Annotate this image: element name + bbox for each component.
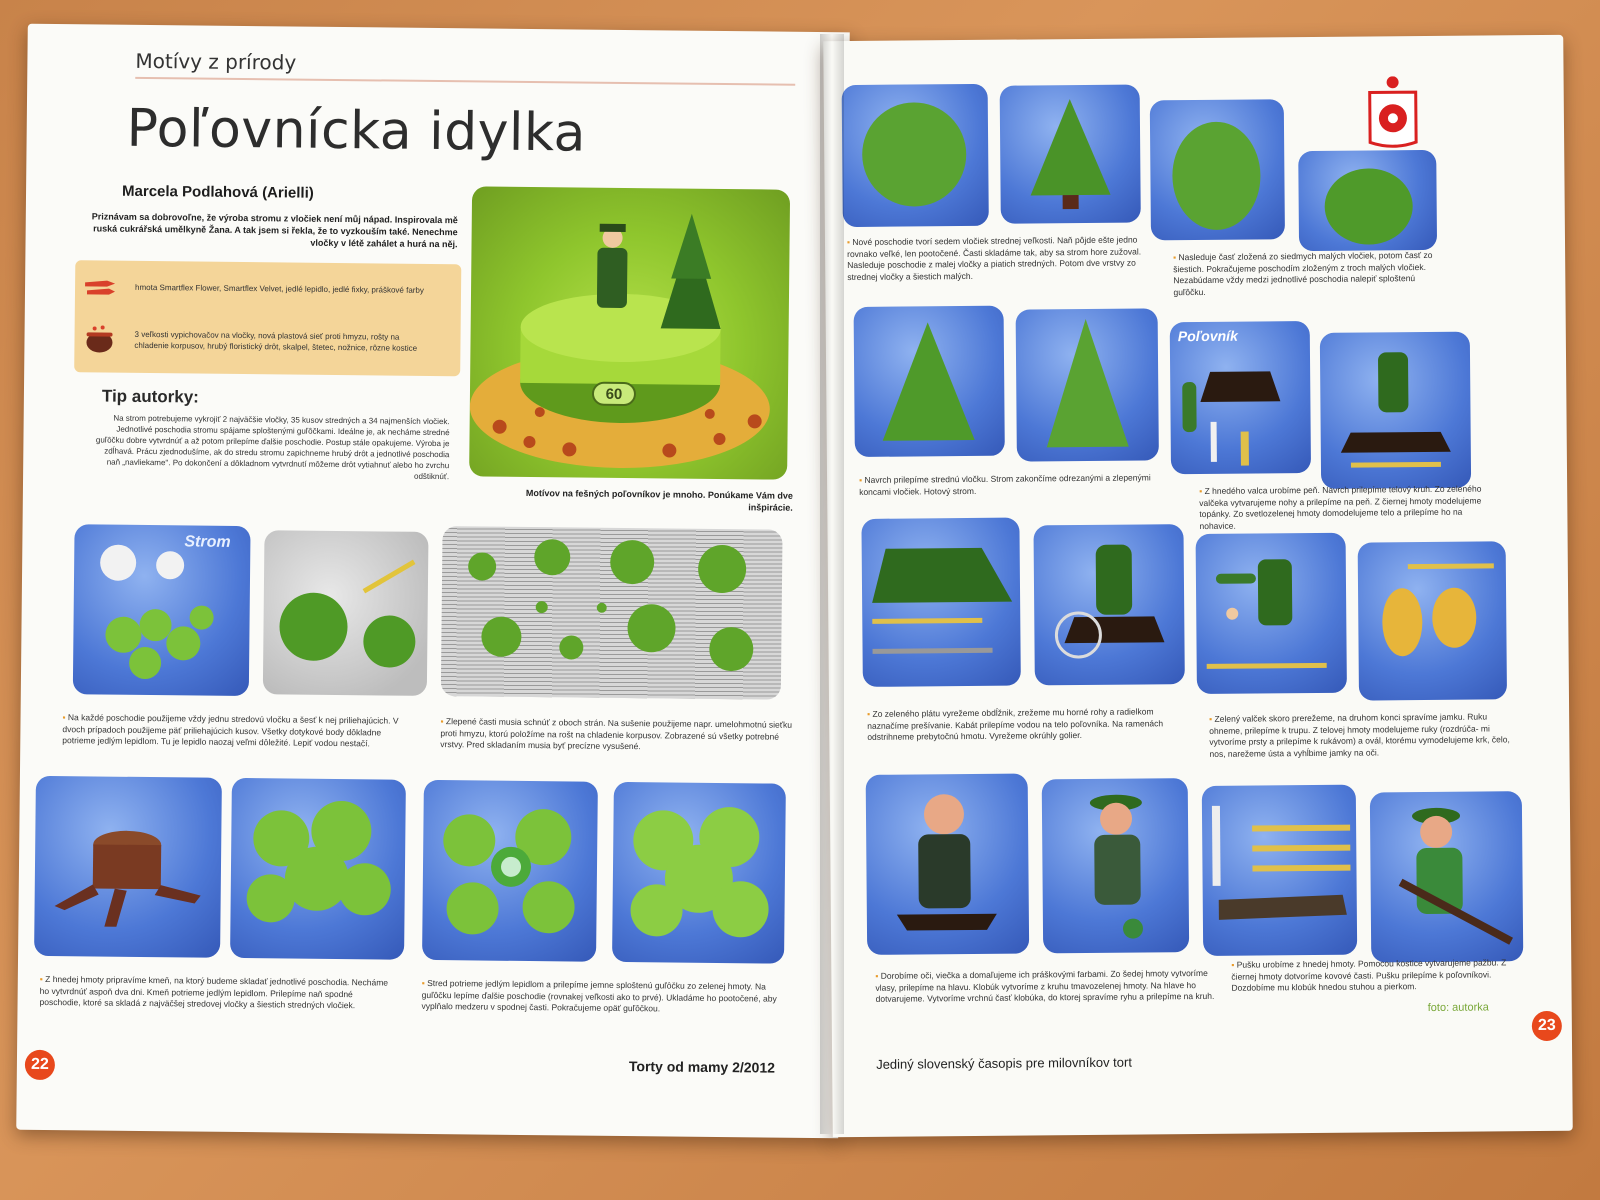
- cake-caption: Motívov na fešných poľovníkov je mnoho. Ponúkame Vám dve inšpirácie.: [525, 487, 793, 513]
- photo-layer-2: [422, 780, 598, 962]
- caption-step-2: ▪ Zlepené časti musia schnúť z oboch strán. Na sušenie použijeme napr. umelohmotnú sieťku proti hmyzu, ktorú položíme na rošt na chladenie korpusov. Zobrazené sú všetky potrebné vrstvy. Pred skladaním musia byť precízne vysušené.: [440, 716, 793, 752]
- photo-layer-1: [230, 778, 406, 960]
- materials-food: hmota Smartflex Flower, Smartflex Velvet, jedlé lepidlo, jedlé fixky, práškové farby: [135, 282, 424, 295]
- photo-hunter-finished: [1370, 791, 1523, 962]
- page-number-right: 23: [1532, 1011, 1562, 1041]
- caption-step-4: ▪ Stred potrieme jedlým lepidlom a prilepíme jemne sploštenú guľôčku zo zelenej hmoty. Na guľôčku lepíme ďalšie poschodie (rovnakej veľkosti ako to prvé). Ukladáme ho pootočené, aby vyplňalo medzeru v spodnej časti. Pokračujeme opäť guľôčkou.: [421, 977, 777, 1014]
- photo-layer-3: [612, 782, 786, 964]
- materials-row: [75, 274, 461, 302]
- caption-step-1: ▪ Na každé poschodie použijeme vždy jednu stredovú vločku a šesť k nej priliehajúcich. V dvoch prípadoch použijeme päť priliehajúcich kusov. Všetky dotykové body dôkladne potrieme jedlým lepidlom. Tu je lepidlo naozaj veľmi dôležité. Lepiť vodou nestačí.: [62, 712, 399, 749]
- photo-trunk: [34, 776, 222, 958]
- section-rule: [135, 77, 795, 86]
- intro-text: Priznávam sa dobrovoľne, že výroba stromu z vločiek není můj nápad. Inspirovala mě ruská cukrářská umělkyně Žana. A tak jsem si řekla, že to vyzkouším také. Nenechme vločky v létě zahálet a hurá na něj.: [91, 211, 458, 250]
- photo-tree-2: [1000, 84, 1141, 223]
- knife-icon: [75, 274, 125, 299]
- photo-heads: [1358, 541, 1507, 700]
- photo-drying: [441, 526, 783, 700]
- photo-hunter-body: [1320, 332, 1471, 489]
- photo-tree-finished: [1016, 308, 1159, 461]
- photo-credit: foto: autorka: [1427, 1001, 1489, 1015]
- magazine-logo-icon: [1364, 76, 1423, 151]
- caption-hunter-5: ▪ Pušku urobíme z hnedej hmoty. Pomocou kostice vytvarujeme pažbu. Z čiernej hmoty dotvoríme kovové časti. Pušku prilepíme k poľovníkovi. Dozdobíme mu klobúk hnedou stuhou a pierkom.: [1231, 957, 1507, 993]
- caption-hunter-1: ▪ Z hnedého valca urobíme peň. Navrch prilepíme telový kruh. Zo zeleného valčeka vytvarujeme nohy a prilepíme na peň. Z čiernej hmoty modelujeme topánky. Zo svetlozelenej hmoty domodelujeme telo a prilepíme ho na nohavice.: [1199, 483, 1482, 531]
- caption-hunter-4: ▪ Dorobíme oči, viečka a domaľujeme ich práškovými farbami. Zo šedej hmoty vytvoríme vlasy, prilepíme na hlavu. Klobúk vytvoríme z kruhu tmavozelenej hmoty. Na hlave ho dotvarujeme. Vytvoríme vrchnú časť klobúka, do ktorej spravíme ryhu a prilepíme na kruh.: [875, 967, 1215, 1004]
- photo-cutters: [73, 524, 251, 696]
- photo-hunter-legs: [1170, 321, 1311, 474]
- photo-tree-3: [1150, 99, 1285, 240]
- photo-arms: [1196, 533, 1347, 694]
- strom-label: Strom: [184, 533, 231, 551]
- author-name: Marcela Podlahová (Arielli): [121, 182, 314, 202]
- photo-gun-parts: [1202, 785, 1357, 956]
- photo-coat-on: [1033, 524, 1184, 685]
- section-tag: Motívy z prírody: [135, 48, 297, 75]
- pot-icon: [74, 324, 124, 355]
- caption-tree-2: ▪ Nasleduje časť zložená zo siedmych malých vločiek, potom časť zo šiestich. Pokračujeme poschodím zloženým z troch malých vločiek. Nezabúdame vždy medzi jednotlivé poschodia nalepiť sploštenú guľôčku.: [1173, 249, 1433, 297]
- materials-box: [74, 260, 461, 376]
- footer-tagline: Jediný slovenský časopis pre milovníkov tort: [876, 1054, 1132, 1072]
- left-page: [16, 24, 850, 1139]
- materials-row: [74, 324, 460, 358]
- page-number-left: 22: [25, 1050, 55, 1080]
- photo-face: [866, 773, 1030, 954]
- materials-tools: 3 veľkosti vypichovačov na vločky, nová plastová sieť proti hmyzu, rošty na chladenie korpusov, hrubý floristický drôt, skalpel, štetec, nožnice, rôzne kostice: [134, 329, 418, 353]
- polovnik-label: Poľovník: [1177, 327, 1238, 345]
- photo-cutting: [263, 530, 429, 696]
- photo-tree-4: [1298, 150, 1437, 251]
- right-page: [823, 35, 1573, 1137]
- caption-hunter-2: ▪ Zo zeleného plátu vyrežeme obdĺžnik, zrežeme mu horné rohy a radielkom naznačíme prešívanie. Kabát prilepíme vodou na telo poľovníka. Na ramenách odstrihneme prebytočnú hmotu. Vyrežeme okrúhly golier.: [867, 706, 1164, 742]
- cake-photo: [469, 186, 790, 479]
- photo-tree-5: [854, 306, 1005, 457]
- tip-text: Na strom potrebujeme vykrojiť 2 najväčšie vločky, 35 kusov stredných a 34 najmenších vločiek. Jednotlivé poschodia stromu spájame sploštenými guľôčkami. Ideálne je, ak necháme stredné guľôčku dobre vytvrdnúť a až potom prilepíme ďalšie poschodie. Postup stále opakujeme. Výroba je zdĺhavá. Prácu zjednodušíme, ak do stredu stromu zapichneme hrubý drôt a jednotlivé poschodia naň „navliekame". Po dokončení a dôkladnom vytvrdnutí môžeme drôt vytiahnuť alebo ho zvrchu odštiknúť.: [95, 413, 450, 482]
- photo-tree-1: [842, 84, 989, 227]
- footer-magazine: Torty od mamy 2/2012: [628, 1058, 776, 1076]
- page-title: Poľovnícka idylka: [126, 98, 587, 164]
- tip-heading: Tip autorky:: [101, 386, 199, 407]
- photo-hat: [1042, 778, 1190, 953]
- caption-tree-3: ▪ Navrch prilepíme strednú vločku. Strom zakončíme odrezanými a zlepenými koncami vločiek. Hotový strom.: [859, 472, 1151, 497]
- book-spine: [820, 34, 844, 1134]
- cake-number: 60: [592, 382, 636, 406]
- caption-tree-1: ▪ Nové poschodie tvorí sedem vločiek strednej veľkosti. Naň pôjde ešte jedno rovnako veľké, len pootočené. Časti skladáme tak, aby sa strom hore zužoval. Nasleduje poschodie z malej vločky a piatich stredných. Potom dve vrstvy zo strednej vločky a šiestich malých.: [846, 234, 1142, 282]
- photo-coat-cut: [861, 518, 1020, 687]
- caption-hunter-3: ▪ Zelený valček skoro prerežeme, na druhom konci spravíme jamku. Ruku ohneme, prilepíme k trupu. Z telovej hmoty modelujeme ruky (rozdrúča- mi vytvoríme prsty a prilepíme k rukávom) a ovál, ktorému vymodelujeme krk, čelo, nos, narežeme ústa a vyhĺbime jamky na oči.: [1209, 711, 1510, 759]
- caption-step-3: ▪ Z hnedej hmoty pripravíme kmeň, na ktorý budeme skladať jednotlivé poschodia. Necháme ho vytvrdnúť aspoň dva dni. Kmeň potrieme jedlým lepidlom. Prilepíme naň spodné poschodie, ktoré sa skladá z najväčšej stredovej vločky a šiestich stredných vločiek.: [39, 973, 389, 1011]
